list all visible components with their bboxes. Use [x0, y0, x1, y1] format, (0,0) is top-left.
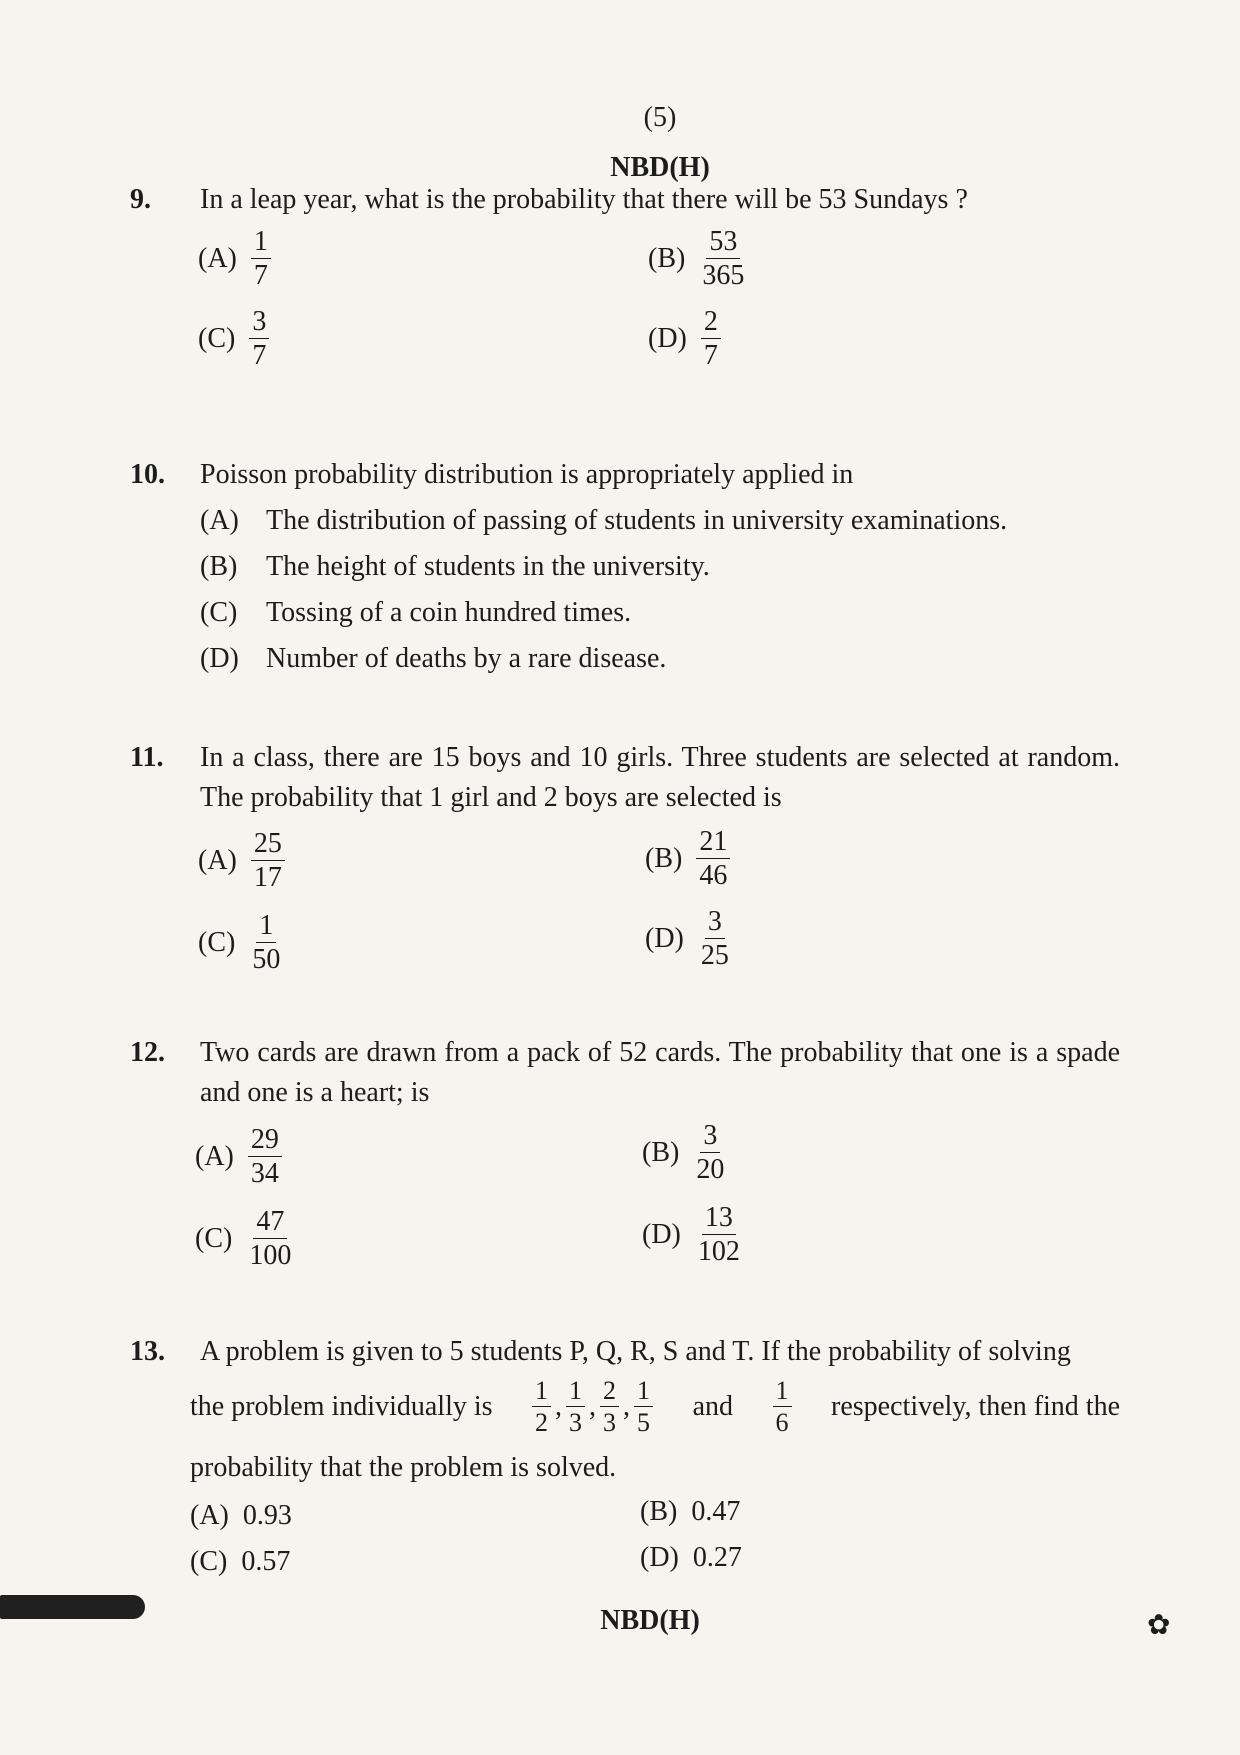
question-number: 11.	[130, 742, 164, 773]
paper-code-header: NBD(H)	[610, 152, 710, 183]
q13-option-d: (D) 0.27	[640, 1542, 742, 1573]
question-number: 9.	[130, 184, 151, 215]
fraction: $\frac{1}{2}$	[532, 1378, 551, 1436]
fraction: $\frac{1}{3}$	[566, 1378, 585, 1436]
question-12	[130, 1033, 1120, 1113]
question-number: 12.	[130, 1037, 165, 1068]
probability-list: $\frac{1}{2}$ , $\frac{1}{3}$ , $\frac{2}{3}$ , $\frac{1}{5}$	[528, 1378, 657, 1436]
question-text: In a leap year, what is the probability that there will be 53 Sundays ?	[200, 184, 968, 215]
fraction: $\frac{53}{365}$	[702, 226, 745, 291]
question-text-line-1: A problem is given to 5 students P, Q, R, S and T. If the probability of solving	[200, 1336, 1071, 1367]
q10-option-d: (D) Number of deaths by a rare disease.	[200, 643, 667, 674]
fraction: $\frac{1}{5}$	[634, 1378, 653, 1436]
fraction: $\frac{1}{6}$	[773, 1378, 792, 1436]
fraction: $\frac{2}{7}$	[701, 308, 721, 370]
q13-option-c: (C) 0.57	[190, 1546, 291, 1577]
fraction: $\frac{29}{34}$	[248, 1126, 282, 1188]
question-number: 13.	[130, 1336, 165, 1367]
q11-option-a: (A) $\frac{25}{17}$	[198, 830, 285, 892]
fraction: $\frac{1}{50}$	[252, 910, 281, 975]
question-13	[130, 1332, 1120, 1372]
fraction: $\frac{25}{17}$	[251, 830, 285, 892]
question-text: Poisson probability distribution is appropriately applied in	[200, 459, 854, 490]
page-number: (5)	[643, 102, 677, 133]
q9-option-d: (D) $\frac{2}{7}$	[648, 308, 721, 370]
q12-option-d: (D) $\frac{13}{102}$	[642, 1204, 743, 1266]
question-text: In a class, there are 15 boys and 10 girls. Three students are selected at random. The probability that 1 girl and 2 boys are selected is	[200, 742, 1120, 813]
q9-option-c: (C) $\frac{3}{7}$	[198, 308, 269, 370]
q11-option-d: (D) $\frac{3}{25}$	[645, 908, 732, 970]
question-9	[130, 180, 1120, 220]
fraction: $\frac{21}{46}$	[696, 828, 730, 890]
q10-option-b: (B) The height of students in the university.	[200, 551, 710, 582]
q12-option-a: (A) $\frac{29}{34}$	[195, 1126, 282, 1188]
fraction: $\frac{47}{100}$	[249, 1206, 292, 1271]
question-number: 10.	[130, 459, 165, 490]
question-13-line-3: probability that the problem is solved.	[190, 1452, 617, 1483]
q10-option-a: (A) The distribution of passing of students in university examinations.	[200, 505, 1008, 536]
q12-option-b: (B) $\frac{3}{20}$	[642, 1122, 727, 1184]
q13-option-b: (B) 0.47	[640, 1496, 741, 1527]
q10-option-c: (C) Tossing of a coin hundred times.	[200, 597, 632, 628]
q9-option-b: (B) $\frac{53}{365}$	[648, 228, 747, 290]
fraction: $\frac{3}{7}$	[249, 308, 269, 370]
q9-option-a: (A) $\frac{1}{7}$	[198, 228, 271, 290]
question-13-line-2: the problem individually is $\frac{1}{2}$ , $\frac{1}{3}$ , $\frac{2}{3}$ , $\frac{1}{5}$ and $\frac{1}{6}$ respectively, then find the	[190, 1376, 1120, 1437]
fraction: $\frac{3}{20}$	[696, 1120, 725, 1185]
q11-option-c: (C) $\frac{1}{50}$	[198, 912, 283, 974]
paper-code-footer: NBD(H)	[600, 1605, 700, 1636]
fraction: $\frac{3}{25}$	[700, 906, 729, 971]
flower-icon: ✿	[1147, 1610, 1171, 1641]
question-11	[130, 738, 1120, 818]
question-text: Two cards are drawn from a pack of 52 cards. The probability that one is a spade and one is a heart; is	[200, 1037, 1120, 1108]
fraction: $\frac{13}{102}$	[697, 1202, 740, 1267]
fraction: $\frac{2}{3}$	[600, 1378, 619, 1436]
fraction: $\frac{1}{7}$	[251, 228, 271, 290]
q12-option-c: (C) $\frac{47}{100}$	[195, 1208, 294, 1270]
q11-option-b: (B) $\frac{21}{46}$	[645, 828, 730, 890]
question-10	[130, 455, 1120, 674]
q13-option-a: (A) 0.93	[190, 1500, 292, 1531]
